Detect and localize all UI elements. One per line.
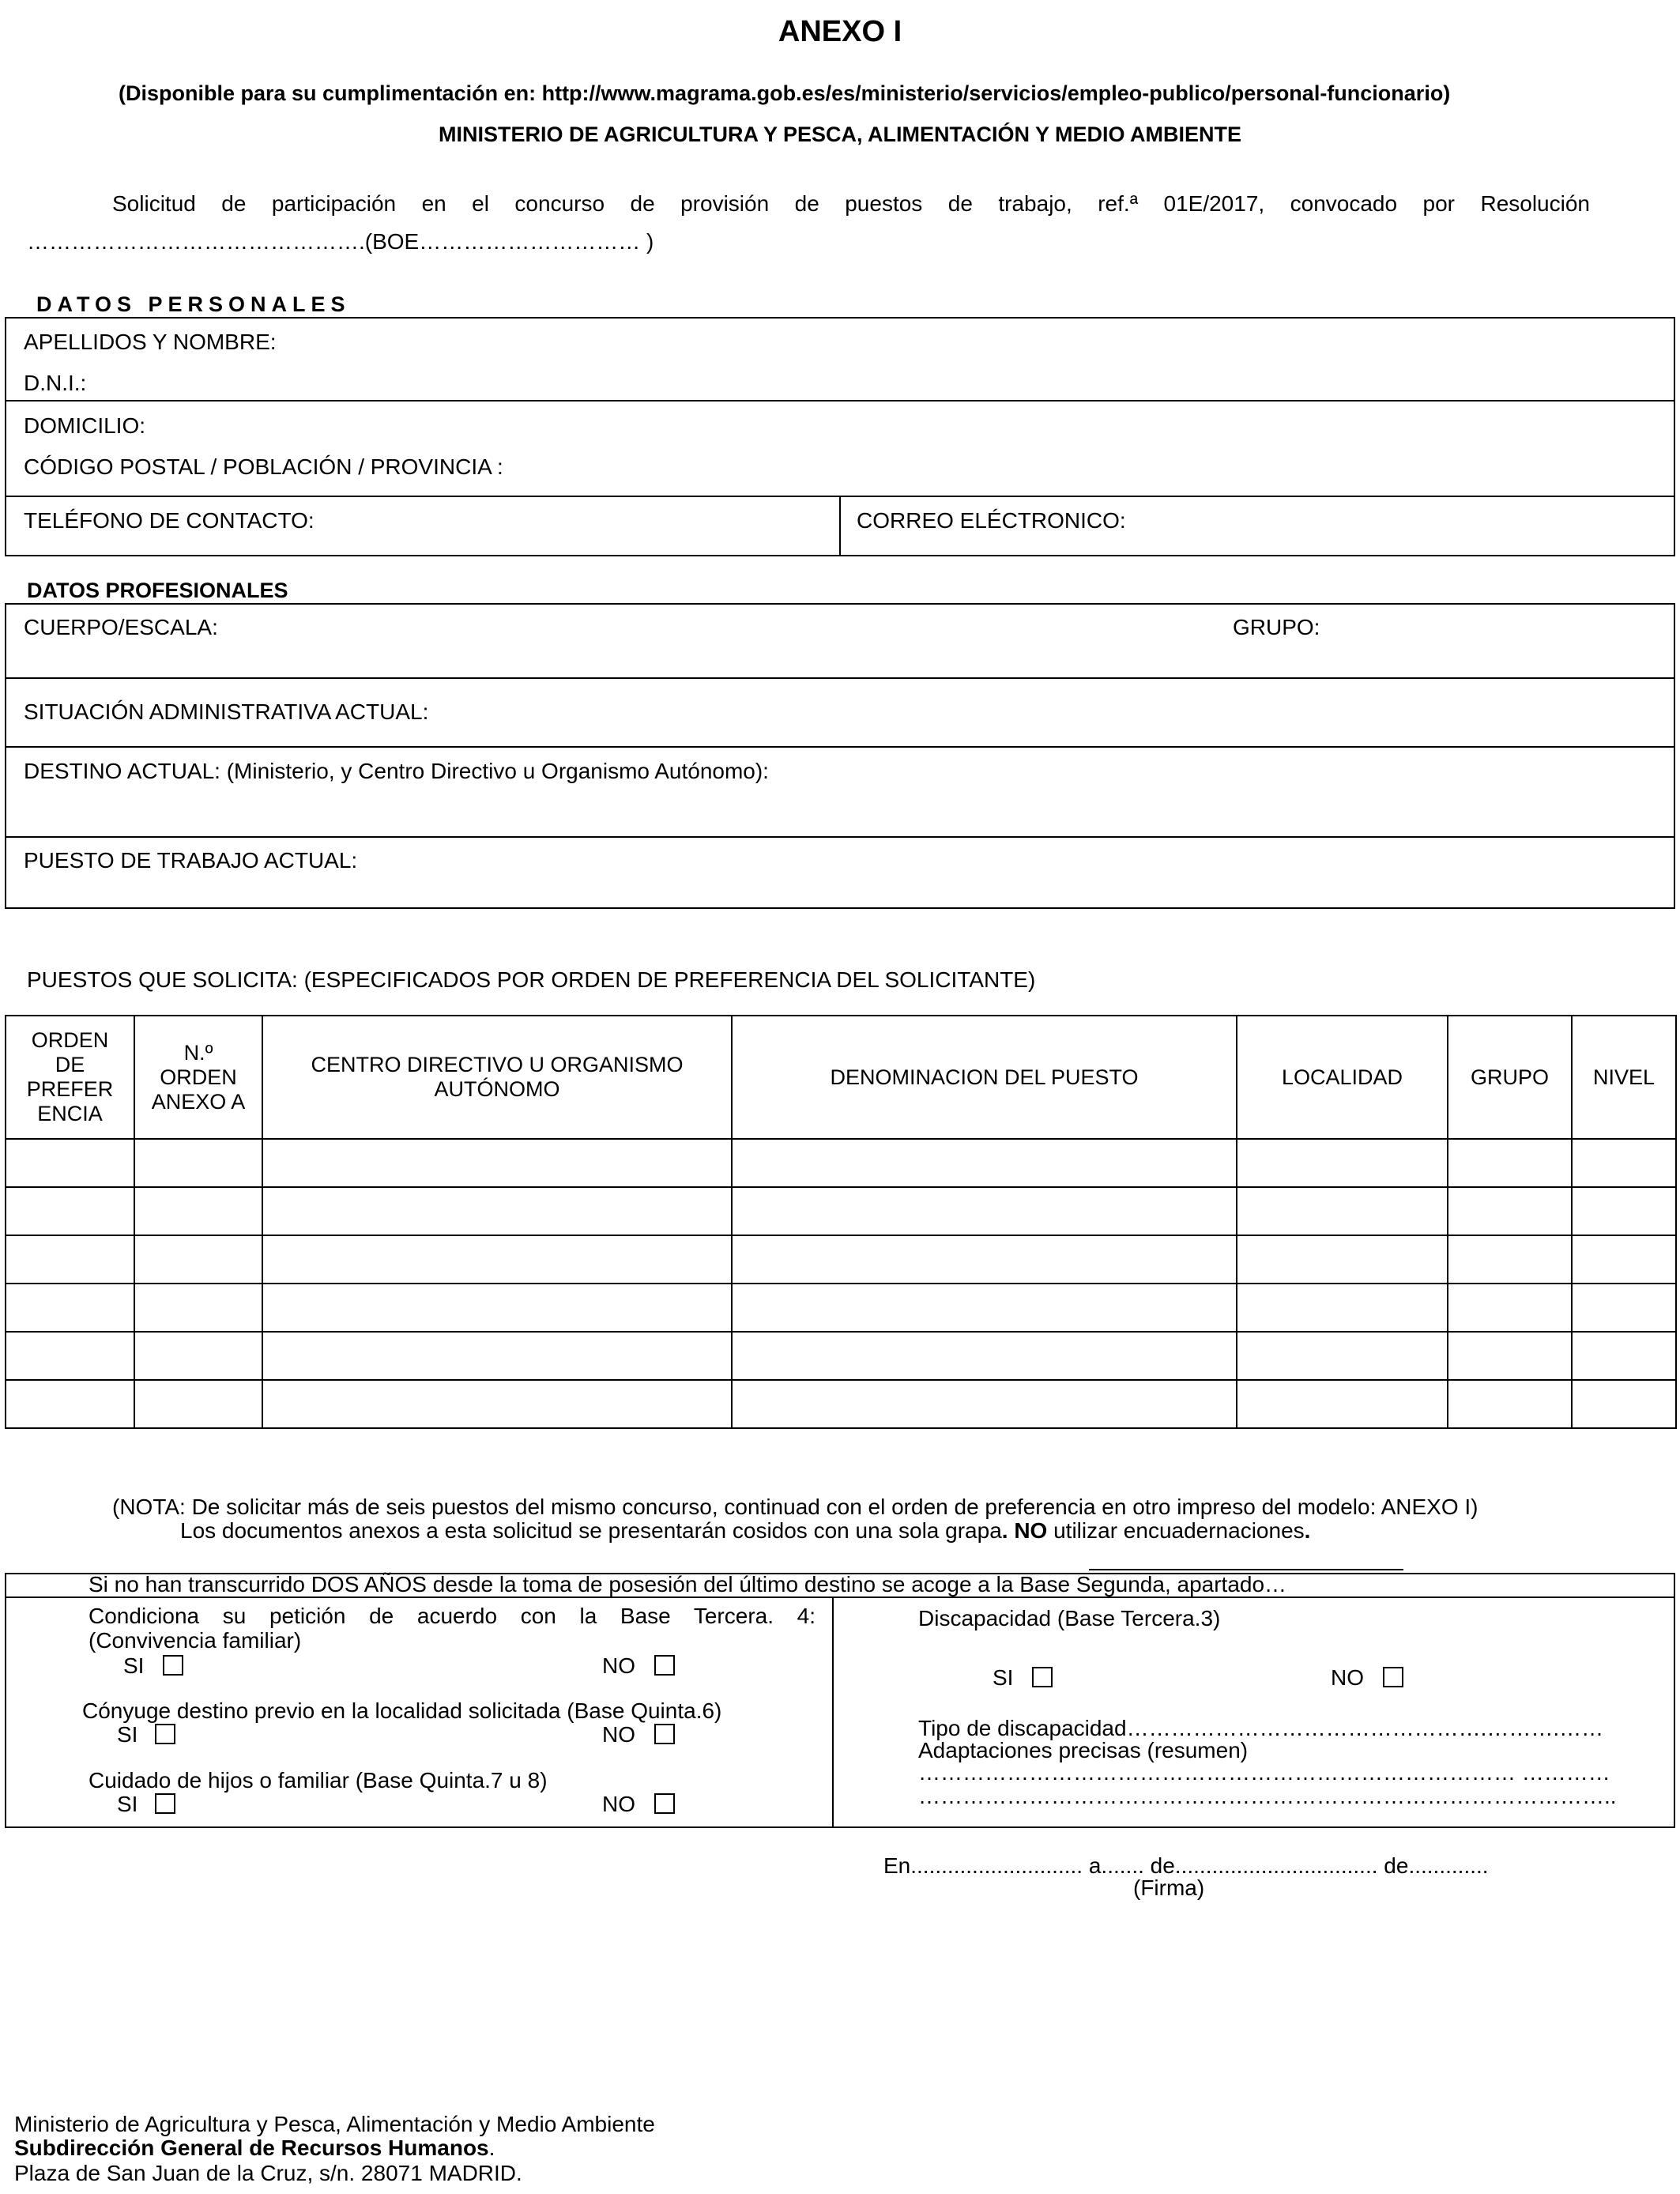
column-header: DENOMINACION DEL PUESTO — [732, 1016, 1237, 1139]
table-cell[interactable] — [134, 1187, 262, 1235]
si-label: SI — [117, 1722, 138, 1747]
footer-address: Plaza de San Juan de la Cruz, s/n. 28071 MADRID. — [14, 2161, 522, 2185]
two-years-condition: Si no han transcurrido DOS AÑOS desde la toma de posesión del último destino se acoge a la Base Segunda, apartado… — [89, 1572, 1287, 1596]
table-cell[interactable] — [1237, 1380, 1448, 1428]
no-label: NO — [1331, 1665, 1364, 1690]
column-header: LOCALIDAD — [1237, 1016, 1448, 1139]
column-header: N.º ORDEN ANEXO A — [134, 1016, 262, 1139]
divider — [5, 677, 1675, 679]
table-cell[interactable] — [732, 1284, 1237, 1332]
table-cell[interactable] — [732, 1187, 1237, 1235]
table-cell[interactable] — [732, 1332, 1237, 1380]
table-cell[interactable] — [262, 1284, 732, 1332]
requested-positions-heading: PUESTOS QUE SOLICITA: (ESPECIFICADOS POR ORDEN DE PREFERENCIA DEL SOLICITANTE) — [27, 967, 1036, 992]
footer-ministry: Ministerio de Agricultura y Pesca, Alimentación y Medio Ambiente — [14, 2112, 655, 2136]
intro-line-1: Solicitud de participación en el concurso de provisión de puestos de trabajo, ref.ª 01E/2017, convocado por Resolución — [112, 191, 1590, 216]
no-label: NO — [602, 1792, 635, 1816]
table-cell[interactable] — [134, 1139, 262, 1187]
group-field[interactable]: GRUPO: — [1233, 615, 1320, 639]
no-label: NO — [602, 1722, 635, 1747]
email-field[interactable]: CORREO ELÉCTRONICO: — [857, 508, 1126, 533]
table-cell[interactable] — [1572, 1235, 1676, 1284]
table-cell[interactable] — [134, 1332, 262, 1380]
si-label: SI — [993, 1665, 1014, 1690]
cuidado-label: Cuidado de hijos o familiar (Base Quinta.7 u 8) — [89, 1768, 548, 1793]
footer-subdirection: Subdirección General de Recursos Humanos. — [14, 2136, 495, 2160]
column-header: ORDEN DE PREFER ENCIA — [6, 1016, 134, 1139]
current-position-field[interactable]: PUESTO DE TRABAJO ACTUAL: — [24, 848, 358, 873]
table-cell[interactable] — [1572, 1380, 1676, 1428]
signature-line — [1089, 1569, 1403, 1570]
table-cell[interactable] — [6, 1139, 134, 1187]
table-cell[interactable] — [262, 1139, 732, 1187]
table-cell[interactable] — [1448, 1139, 1572, 1187]
divider — [5, 746, 1675, 748]
table-cell[interactable] — [1572, 1284, 1676, 1332]
table-cell[interactable] — [6, 1284, 134, 1332]
table-row — [6, 1332, 1676, 1380]
table-cell[interactable] — [262, 1332, 732, 1380]
si-label: SI — [117, 1792, 138, 1816]
place-date-line[interactable]: En............................ a....... de................................. de............. — [883, 1853, 1489, 1878]
column-header: CENTRO DIRECTIVO U ORGANISMO AUTÓNOMO — [262, 1016, 732, 1139]
conyuge-no-checkbox[interactable] — [654, 1724, 675, 1744]
table-row — [6, 1380, 1676, 1428]
professional-data-heading: DATOS PROFESIONALES — [27, 579, 288, 602]
table-cell[interactable] — [1448, 1332, 1572, 1380]
administrative-situation-field[interactable]: SITUACIÓN ADMINISTRATIVA ACTUAL: — [24, 699, 429, 724]
table-header-row — [6, 1016, 1676, 1139]
table-cell[interactable] — [262, 1235, 732, 1284]
table-cell[interactable] — [1448, 1380, 1572, 1428]
page-title: ANEXO I — [778, 15, 902, 48]
divider — [5, 836, 1675, 838]
table-row — [6, 1235, 1676, 1284]
requested-positions-table — [5, 1015, 1677, 1429]
condiciona-no-checkbox[interactable] — [654, 1655, 675, 1676]
intro-line-2: ……………………………………….(BOE………………………… ) — [27, 229, 654, 254]
conyuge-label: Cónyuge destino previo en la localidad solicitada (Base Quinta.6) — [82, 1698, 722, 1723]
si-label: SI — [123, 1653, 145, 1678]
table-cell[interactable] — [1572, 1332, 1676, 1380]
table-cell[interactable] — [732, 1139, 1237, 1187]
table-row — [6, 1139, 1676, 1187]
table-row — [6, 1284, 1676, 1332]
table-cell[interactable] — [1448, 1284, 1572, 1332]
phone-field[interactable]: TELÉFONO DE CONTACTO: — [24, 508, 315, 533]
adaptaciones-line-1[interactable]: ……………………………………………………………………… ………… — [918, 1760, 1610, 1785]
tipo-discapacidad-field[interactable]: Tipo de discapacidad………………………………………….……….…… — [918, 1716, 1604, 1740]
divider — [832, 1596, 834, 1828]
table-cell[interactable] — [6, 1380, 134, 1428]
table-cell[interactable] — [1448, 1187, 1572, 1235]
table-cell[interactable] — [732, 1235, 1237, 1284]
ministry-name: MINISTERIO DE AGRICULTURA Y PESCA, ALIMENTACIÓN Y MEDIO AMBIENTE — [438, 123, 1242, 146]
table-cell[interactable] — [1237, 1235, 1448, 1284]
adaptaciones-line-2[interactable]: ………………………………………………………………………………….. — [918, 1784, 1617, 1808]
table-cell[interactable] — [134, 1235, 262, 1284]
divider — [839, 496, 841, 556]
table-row — [6, 1187, 1676, 1235]
discapacidad-label: Discapacidad (Base Tercera.3) — [918, 1606, 1221, 1630]
condiciona-label: Condiciona su petición de acuerdo con la Base Tercera. 4: — [89, 1604, 816, 1628]
column-header: GRUPO — [1448, 1016, 1572, 1139]
table-cell[interactable] — [1237, 1139, 1448, 1187]
cuidado-no-checkbox[interactable] — [654, 1793, 675, 1814]
adaptaciones-label: Adaptaciones precisas (resumen) — [918, 1738, 1249, 1762]
personal-data-heading: DATOS PERSONALES — [36, 292, 351, 316]
discapacidad-si-checkbox[interactable] — [1032, 1667, 1053, 1687]
current-destination-field[interactable]: DESTINO ACTUAL: (Ministerio, y Centro Directivo u Organismo Autónomo): — [24, 759, 769, 783]
convivencia-label: (Convivencia familiar) — [89, 1628, 302, 1653]
note-line-1: (NOTA: De solicitar más de seis puestos del mismo concurso, continuad con el orden de preferencia en otro impreso del modelo: ANEXO I) — [112, 1495, 1478, 1519]
table-cell[interactable] — [1237, 1187, 1448, 1235]
table-cell[interactable] — [1448, 1235, 1572, 1284]
table-cell[interactable] — [134, 1284, 262, 1332]
name-field[interactable]: APELLIDOS Y NOMBRE: — [24, 330, 277, 354]
column-header: NIVEL — [1572, 1016, 1676, 1139]
note-line-2: Los documentos anexos a esta solicitud se presentarán cosidos con una sola grapa. NO utilizar encuadernaciones. — [180, 1518, 1311, 1543]
table-cell[interactable] — [262, 1187, 732, 1235]
address-field[interactable]: DOMICILIO: — [24, 413, 146, 438]
discapacidad-no-checkbox[interactable] — [1383, 1667, 1403, 1687]
table-cell[interactable] — [6, 1332, 134, 1380]
dni-field[interactable]: D.N.I.: — [24, 371, 87, 395]
availability-note: (Disponible para su cumplimentación en: http://www.magrama.gob.es/es/ministerio/servicios/empleo-publico/personal-funcionario) — [119, 81, 1451, 105]
table-cell[interactable] — [262, 1380, 732, 1428]
divider — [5, 400, 1675, 401]
firma-label: (Firma) — [1133, 1875, 1205, 1900]
conyuge-si-checkbox[interactable] — [155, 1724, 175, 1744]
table-cell[interactable] — [1237, 1284, 1448, 1332]
table-cell[interactable] — [1237, 1332, 1448, 1380]
table-cell[interactable] — [1572, 1139, 1676, 1187]
table-cell[interactable] — [6, 1235, 134, 1284]
table-cell[interactable] — [732, 1380, 1237, 1428]
table-cell[interactable] — [1572, 1187, 1676, 1235]
body-scale-field[interactable]: CUERPO/ESCALA: — [24, 615, 218, 639]
table-cell[interactable] — [6, 1187, 134, 1235]
table-cell[interactable] — [134, 1380, 262, 1428]
no-label: NO — [602, 1653, 635, 1678]
cuidado-si-checkbox[interactable] — [155, 1793, 175, 1814]
condiciona-si-checkbox[interactable] — [163, 1655, 183, 1676]
postal-code-field[interactable]: CÓDIGO POSTAL / POBLACIÓN / PROVINCIA : — [24, 454, 503, 479]
